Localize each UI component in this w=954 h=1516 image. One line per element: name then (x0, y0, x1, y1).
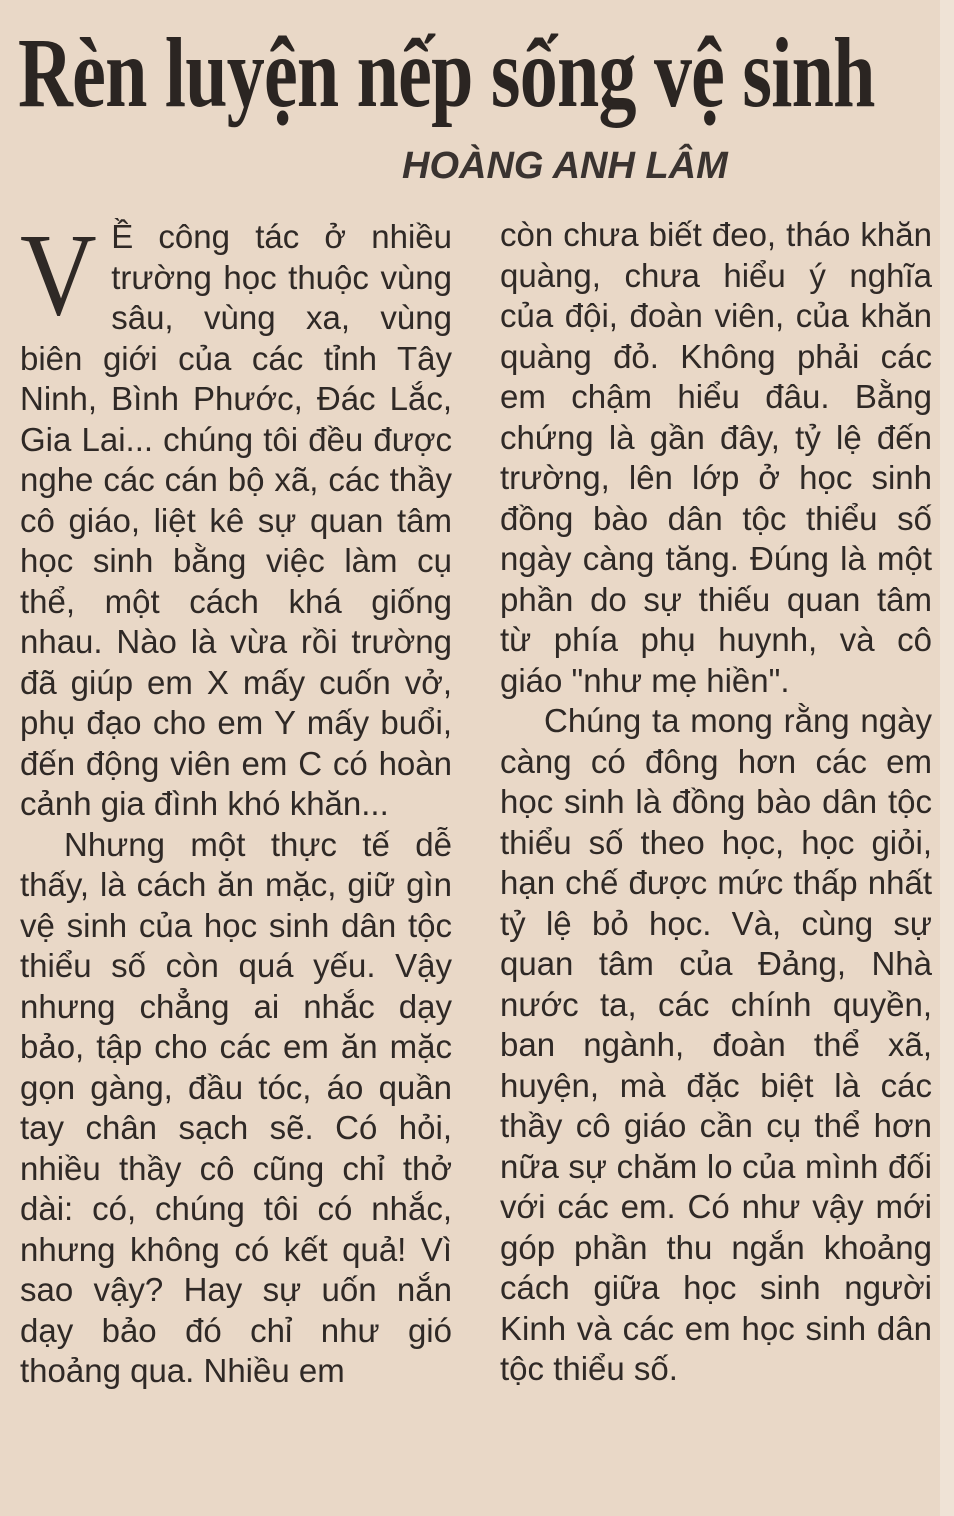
drop-cap: V (20, 209, 97, 340)
article-column-left (20, 209, 452, 1392)
paragraph-1 (20, 209, 452, 825)
article-column-right (500, 215, 932, 1390)
paragraph-2: Nhưng một thực tế dễ thấy, là cách ăn mặc, giữ gìn vệ sinh của học sinh dân tộc thiểu số còn quá yếu. Vậy nhưng chẳng ai nhắc dạy bảo, tập cho các em ăn mặc gọn gàng, đầu tóc, áo quần tay chân sạch sẽ. Có hỏi, nhiều thầy cô cũng chỉ thở dài: có, chúng tôi có nhắc, nhưng không có kết quả! Vì sao vậy? Hay sự uốn nắn dạy bảo đó chỉ như gió thoảng qua. Nhiều em (20, 825, 452, 1389)
article-title: Rèn luyện nếp sống vệ sinh (18, 17, 875, 128)
paragraph-3: còn chưa biết đeo, tháo khăn quàng, chưa hiểu ý nghĩa của đội, đoàn viên, của khăn quàng đỏ. Không phải các em chậm hiểu đâu. Bằng chứng là gần đây, tỷ lệ đến trường, lên lớp ở học sinh đồng bào dân tộc thiểu số ngày càng tăng. Đúng là một phần do sự thiếu quan tâm từ phía phụ huynh, và cô giáo "như mẹ hiền". (500, 216, 932, 699)
article-author: HOÀNG ANH LÂM (402, 145, 728, 187)
page-edge (940, 0, 954, 1516)
paragraph-4: Chúng ta mong rằng ngày càng có đông hơn các em học sinh là đồng bào dân tộc thiểu số theo học, học giỏi, hạn chế được mức thấp nhất tỷ lệ bỏ học. Và, cùng sự quan tâm của Đảng, Nhà nước ta, các chính quyền, ban ngành, đoàn thể xã, huyện, mà đặc biệt là các thầy cô giáo cần cụ thể hơn nữa sự chăm lo của mình đối với các em. Có như vậy mới góp phần thu ngắn khoảng cách giữa học sinh người Kinh và các em học sinh dân tộc thiểu số. (500, 702, 932, 1387)
paragraph-1-text: Ề công tác ở nhiều trường học thuộc vùng sâu, vùng xa, vùng biên giới của các tỉnh Tây Ninh, Bình Phước, Đác Lắc, Gia Lai... chúng tôi đều được nghe các cán bộ xã, các thầy cô giáo, liệt kê sự quan tâm học sinh bằng việc làm cụ thể, một cách khá giống nhau. Nào là vừa rồi trường đã giúp em X mấy cuốn vở, phụ đạo cho em Y mấy buổi, đến động viên em C có hoàn cảnh gia đình khó khăn... (20, 218, 452, 822)
